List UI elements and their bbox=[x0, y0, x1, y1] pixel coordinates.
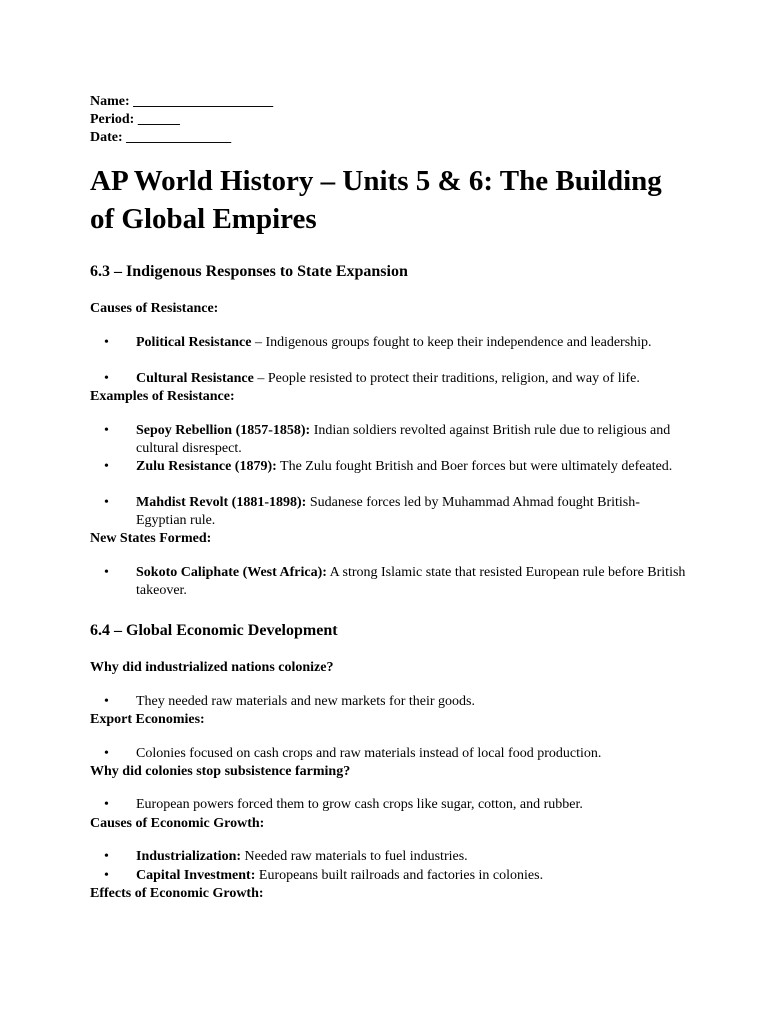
bullet-icon: • bbox=[104, 746, 109, 761]
period-field: Period: ______ bbox=[90, 112, 180, 127]
bullet-icon: • bbox=[104, 849, 109, 864]
name-field: Name: ____________________ bbox=[90, 94, 274, 109]
bullet-icon: • bbox=[104, 459, 109, 474]
section-heading-6-3: 6.3 – Indigenous Responses to State Expansion bbox=[90, 263, 408, 280]
bullet-icon: • bbox=[104, 694, 109, 709]
bullet-icon: • bbox=[104, 423, 109, 438]
states-label: New States Formed: bbox=[90, 531, 212, 546]
growth-label: Causes of Economic Growth: bbox=[90, 816, 265, 831]
causes-label: Causes of Resistance: bbox=[90, 301, 219, 316]
effects-label: Effects of Economic Growth: bbox=[90, 886, 264, 901]
bullet-icon: • bbox=[104, 335, 109, 350]
why-label: Why did industrialized nations colonize? bbox=[90, 660, 334, 675]
bullet-icon: • bbox=[104, 797, 109, 812]
bullet-icon: • bbox=[104, 565, 109, 580]
export-label: Export Economies: bbox=[90, 712, 205, 727]
date-field: Date: _______________ bbox=[90, 130, 232, 145]
examples-label: Examples of Resistance: bbox=[90, 389, 235, 404]
document-page: Name: ____________________ Period: ______ Date: _______________ AP World History – Units 5 & 6: The Building of Global Empires 6.3 – Indigenous Responses to State Expansion Causes of Resistance: • Political Resistance – Indigenous groups fought to keep their independence and leadership. • Cultural Resistance – People resisted to protect their traditions, religion, and way of life. Examples of Resistance: • Sepoy Rebellion (1857-1858): Indian soldiers revolted against British rule due to religious and cultural disrespect. • Zulu Resistance (1879): The Zulu fought British and Boer forces but were ultimately defeated. • Mahdist Revolt (1881-1898): Sudanese forces led by Muhammad Ahmad fought British-Egyptian rule. New States Formed: • Sokoto Caliphate (West Africa): A strong Islamic state that resisted European rule before British takeover. 6.4 – Global Economic Development Why did industrialized nations colonize? • They needed raw materials and new markets for their goods. Export Economies: • Colonies focused on cash crops and raw materials instead of local food production. Why did colonies stop subsistence farming? • European powers forced them to grow cash crops like sugar, cotton, and rubber. Causes of Economic Growth: • Industrialization: Needed raw materials to fuel industries. • Capital Investment: Europeans built railroads and factories in colonies. Effects of Economic Growth: bbox=[0, 0, 768, 1024]
bullet-icon: • bbox=[104, 495, 109, 510]
section-heading-6-4: 6.4 – Global Economic Development bbox=[90, 622, 338, 639]
bullet-icon: • bbox=[104, 868, 109, 883]
stop-label: Why did colonies stop subsistence farming? bbox=[90, 764, 351, 779]
page-title: AP World History – Units 5 & 6: The Building of Global Empires bbox=[90, 165, 662, 235]
bullet-icon: • bbox=[104, 371, 109, 386]
